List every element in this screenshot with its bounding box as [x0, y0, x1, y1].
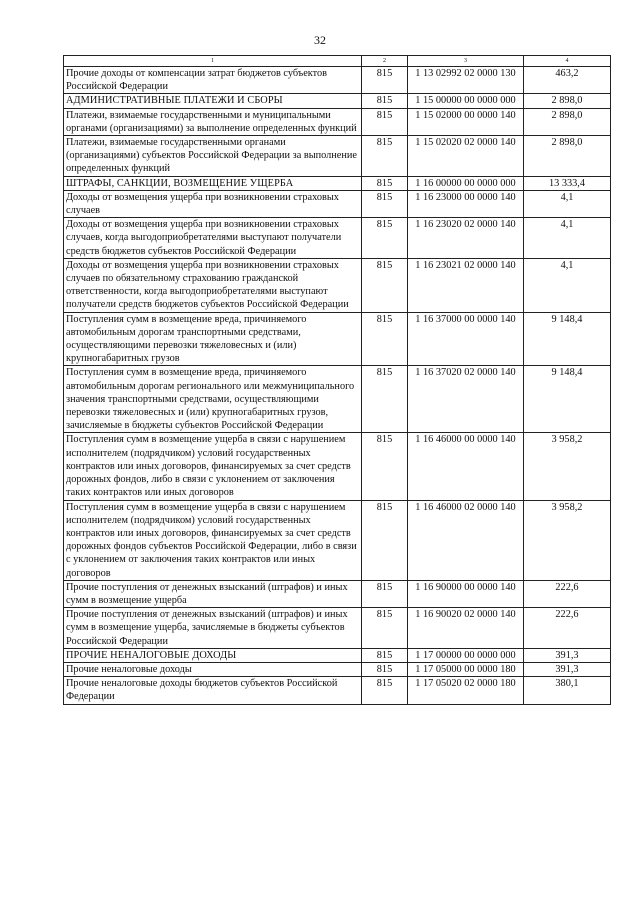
row-name: Платежи, взимаемые государственными органами (организациями) субъектов Российской Федерации за выполнение определенных функций [64, 136, 362, 177]
table-row [64, 190, 611, 217]
row-budget-code: 1 15 02020 02 0000 140 [408, 136, 524, 177]
row-name: Поступления сумм в возмещение вреда, причиняемого автомобильным дорогам транспортными средствами, осуществляющими перевозки тяжеловесных и (или) крупногабаритных грузов [64, 312, 362, 366]
table-row [64, 608, 611, 649]
row-name: Прочие доходы от компенсации затрат бюджетов субъектов Российской Федерации [64, 67, 362, 94]
row-name: Доходы от возмещения ущерба при возникновении страховых случаев по обязательному страхованию гражданской ответственности, когда выгодоприобретателями выступают получатели средств бюджетов субъектов Российской Федерации [64, 258, 362, 312]
row-amount: 380,1 [524, 677, 611, 704]
table-row [64, 108, 611, 135]
table-row [64, 648, 611, 662]
header-row [64, 56, 611, 67]
row-admin-code: 815 [362, 258, 408, 312]
row-admin-code: 815 [362, 500, 408, 580]
header-cell-admin: 2 [362, 56, 408, 67]
row-budget-code: 1 16 23020 02 0000 140 [408, 218, 524, 259]
row-admin-code: 815 [362, 662, 408, 676]
header-cell-code: 3 [408, 56, 524, 67]
row-name: АДМИНИСТРАТИВНЫЕ ПЛАТЕЖИ И СБОРЫ [64, 94, 362, 108]
row-admin-code: 815 [362, 366, 408, 433]
table-row [64, 662, 611, 676]
row-amount: 9 148,4 [524, 366, 611, 433]
row-budget-code: 1 13 02992 02 0000 130 [408, 67, 524, 94]
table-row [64, 136, 611, 177]
row-budget-code: 1 16 90000 00 0000 140 [408, 580, 524, 607]
row-budget-code: 1 16 90020 02 0000 140 [408, 608, 524, 649]
header-cell-name: 1 [64, 56, 362, 67]
table-row [64, 366, 611, 433]
row-amount: 4,1 [524, 218, 611, 259]
row-admin-code: 815 [362, 580, 408, 607]
page-number: 32 [314, 33, 326, 47]
row-admin-code: 815 [362, 218, 408, 259]
row-amount: 2 898,0 [524, 136, 611, 177]
row-amount: 391,3 [524, 648, 611, 662]
table-row [64, 218, 611, 259]
row-budget-code: 1 17 05000 00 0000 180 [408, 662, 524, 676]
row-budget-code: 1 17 00000 00 0000 000 [408, 648, 524, 662]
header-cell-sum: 4 [524, 56, 611, 67]
row-name: Прочие поступления от денежных взысканий (штрафов) и иных сумм в возмещение ущерба [64, 580, 362, 607]
row-amount: 3 958,2 [524, 433, 611, 500]
row-admin-code: 815 [362, 677, 408, 704]
row-admin-code: 815 [362, 608, 408, 649]
row-budget-code: 1 16 46000 02 0000 140 [408, 500, 524, 580]
row-admin-code: 815 [362, 67, 408, 94]
table-row [64, 677, 611, 704]
row-name: Доходы от возмещения ущерба при возникновении страховых случаев, когда выгодоприобретателями выступают получатели средств бюджетов субъектов Российской Федерации [64, 218, 362, 259]
row-admin-code: 815 [362, 108, 408, 135]
row-name: Доходы от возмещения ущерба при возникновении страховых случаев [64, 190, 362, 217]
row-budget-code: 1 15 00000 00 0000 000 [408, 94, 524, 108]
row-amount: 2 898,0 [524, 108, 611, 135]
row-name: ШТРАФЫ, САНКЦИИ, ВОЗМЕЩЕНИЕ УЩЕРБА [64, 176, 362, 190]
row-admin-code: 815 [362, 433, 408, 500]
row-budget-code: 1 15 02000 00 0000 140 [408, 108, 524, 135]
row-admin-code: 815 [362, 176, 408, 190]
budget-revenue-table [63, 55, 611, 705]
row-name: Поступления сумм в возмещение ущерба в связи с нарушением исполнителем (подрядчиком) условий государственных контрактов или иных договоров, финансируемых за счет средств дорожных фондов субъектов Российской Федерации, либо в связи с уклонением от заключения таких контрактов или иных договоров [64, 500, 362, 580]
table-row [64, 67, 611, 94]
row-amount: 391,3 [524, 662, 611, 676]
table-row [64, 176, 611, 190]
row-name: Поступления сумм в возмещение ущерба в связи с нарушением исполнителем (подрядчиком) условий государственных контрактов или иных договоров, финансируемых за счет средств дорожных фондов, либо в связи с уклонением от заключения таких контрактов или иных договоров [64, 433, 362, 500]
table-row [64, 312, 611, 366]
table-row [64, 580, 611, 607]
row-name: ПРОЧИЕ НЕНАЛОГОВЫЕ ДОХОДЫ [64, 648, 362, 662]
row-name: Прочие неналоговые доходы [64, 662, 362, 676]
row-budget-code: 1 16 46000 00 0000 140 [408, 433, 524, 500]
row-budget-code: 1 16 00000 00 0000 000 [408, 176, 524, 190]
row-amount: 222,6 [524, 608, 611, 649]
row-amount: 222,6 [524, 580, 611, 607]
row-budget-code: 1 17 05020 02 0000 180 [408, 677, 524, 704]
row-budget-code: 1 16 37000 00 0000 140 [408, 312, 524, 366]
table-row [64, 500, 611, 580]
row-amount: 463,2 [524, 67, 611, 94]
row-amount: 2 898,0 [524, 94, 611, 108]
row-admin-code: 815 [362, 312, 408, 366]
row-amount: 9 148,4 [524, 312, 611, 366]
row-name: Поступления сумм в возмещение вреда, причиняемого автомобильным дорогам регионального или межмуниципального значения транспортными средствами, осуществляющими перевозки тяжеловесных и (или) крупногабаритных грузов, зачисляемые в бюджеты субъектов Российской Федерации [64, 366, 362, 433]
row-name: Платежи, взимаемые государственными и муниципальными органами (организациями) за выполнение определенных функций [64, 108, 362, 135]
row-name: Прочие поступления от денежных взысканий (штрафов) и иных сумм в возмещение ущерба, зачисляемые в бюджеты субъектов Российской Федерации [64, 608, 362, 649]
row-amount: 13 333,4 [524, 176, 611, 190]
row-name: Прочие неналоговые доходы бюджетов субъектов Российской Федерации [64, 677, 362, 704]
row-amount: 4,1 [524, 190, 611, 217]
table-row [64, 258, 611, 312]
row-admin-code: 815 [362, 648, 408, 662]
table-row [64, 94, 611, 108]
row-amount: 4,1 [524, 258, 611, 312]
row-budget-code: 1 16 23000 00 0000 140 [408, 190, 524, 217]
table-row [64, 433, 611, 500]
row-budget-code: 1 16 23021 02 0000 140 [408, 258, 524, 312]
row-admin-code: 815 [362, 136, 408, 177]
row-amount: 3 958,2 [524, 500, 611, 580]
row-budget-code: 1 16 37020 02 0000 140 [408, 366, 524, 433]
row-admin-code: 815 [362, 190, 408, 217]
row-admin-code: 815 [362, 94, 408, 108]
